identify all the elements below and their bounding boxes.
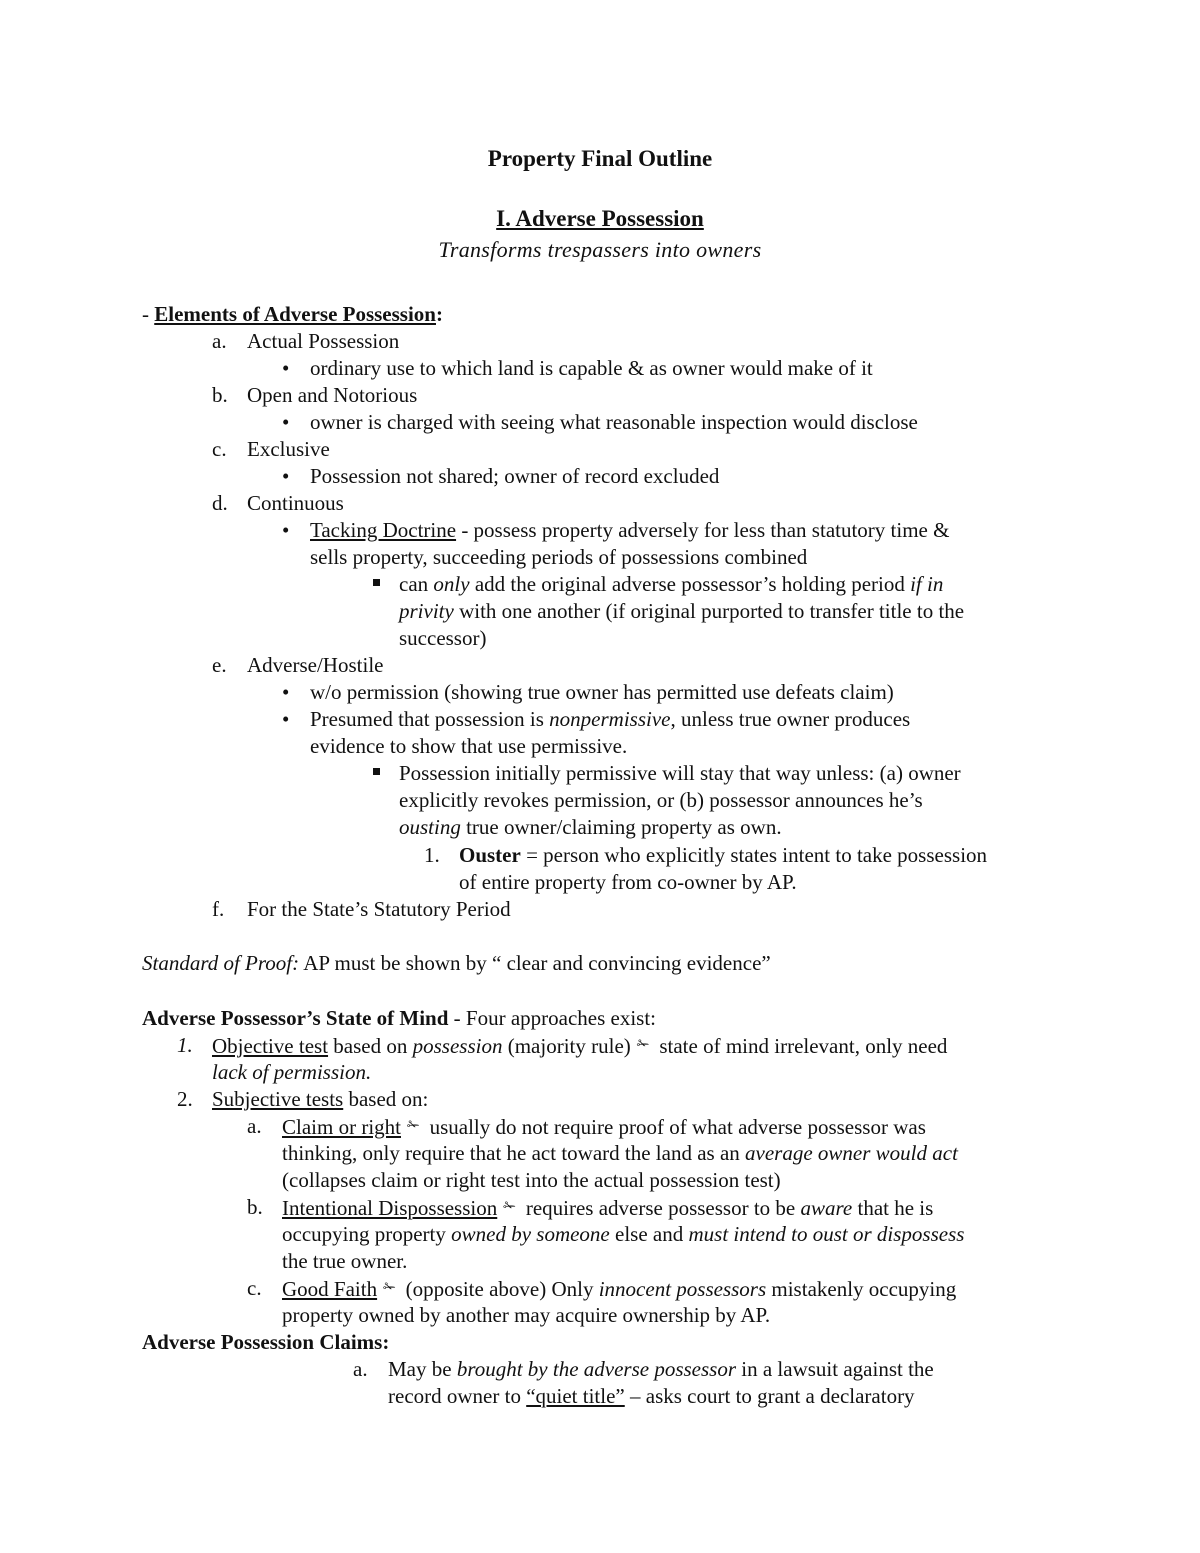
number-1: 1. <box>177 1033 193 1057</box>
section-subtitle: Transforms trespassers into owners <box>438 237 762 262</box>
item-c-label: c. <box>212 437 227 461</box>
item-a-bullet: ordinary use to which land is capable & as owner would make of it <box>310 356 873 380</box>
sub-a-label: a. <box>247 1114 262 1138</box>
bullet-icon: • <box>282 410 290 434</box>
item-e-label: e. <box>212 653 227 677</box>
text: that he is <box>852 1196 934 1220</box>
tacking-sub-line-1 <box>399 571 943 598</box>
arrow-icon: ✁ <box>407 1118 420 1134</box>
subjective-term: Subjective tests <box>212 1087 344 1111</box>
emph: owned by someone <box>451 1222 610 1246</box>
text: , unless true owner produces <box>670 707 911 731</box>
objective-line-2: lack of permission. <box>212 1060 372 1084</box>
text: requires adverse possessor to be <box>525 1196 801 1220</box>
good-faith-term: Good Faith <box>282 1277 378 1301</box>
text: can <box>399 572 434 596</box>
text: May be <box>388 1357 457 1381</box>
text: state of mind irrelevant, only need <box>659 1034 948 1058</box>
emph: innocent possessors <box>598 1277 767 1301</box>
sub-b-label: b. <box>247 1195 263 1219</box>
arrow-icon: ✁ <box>383 1280 396 1296</box>
permissive-line-3 <box>399 814 782 841</box>
number-2: 2. <box>177 1087 193 1111</box>
ouster-term: Ouster <box>459 843 521 867</box>
ouster-number: 1. <box>424 843 440 867</box>
emph: only <box>433 572 470 596</box>
square-bullet-icon <box>373 579 380 586</box>
objective-term: Objective test <box>212 1034 329 1058</box>
bullet-icon: • <box>282 518 290 542</box>
tacking-sub-line-2 <box>399 598 964 625</box>
claims-heading: Adverse Possession Claims: <box>142 1330 390 1354</box>
permissive-line-1: Possession initially permissive will stay that way unless: (a) owner <box>399 761 961 785</box>
arrow-icon: ✁ <box>503 1199 516 1215</box>
text: thinking, only require that he act toward the land as an <box>282 1141 746 1165</box>
claims-a-label: a. <box>353 1357 368 1381</box>
sub-c-label: c. <box>247 1276 262 1300</box>
page-title: Property Final Outline <box>487 146 713 171</box>
item-a-text: Actual Possession <box>247 329 400 353</box>
good-faith-line-1 <box>282 1275 956 1303</box>
bullet-icon: • <box>282 707 290 731</box>
item-e-bullet-2-line-2: evidence to show that use permissive. <box>310 734 628 758</box>
item-c-text: Exclusive <box>247 437 330 461</box>
claims-line-2 <box>388 1383 915 1410</box>
intent-line-2 <box>282 1221 964 1248</box>
item-e-text: Adverse/Hostile <box>247 653 384 677</box>
good-faith-line-2: property owned by another may acquire ownership by AP. <box>282 1303 771 1327</box>
square-bullet-icon <box>373 768 380 775</box>
emph: aware <box>800 1196 853 1220</box>
item-b-text: Open and Notorious <box>247 383 418 407</box>
emph: ousting <box>399 815 461 839</box>
item-e-bullet-2 <box>310 706 910 733</box>
item-e-bullet-1: w/o permission (showing true owner has permitted use defeats claim) <box>310 680 894 704</box>
claim-term: Claim or right <box>282 1115 401 1139</box>
item-d-text: Continuous <box>247 491 344 515</box>
elements-heading-line <box>142 301 443 328</box>
item-a-label: a. <box>212 329 227 353</box>
text: add the original adverse possessor’s holding period <box>469 572 911 596</box>
standard-label: Standard of Proof: <box>142 951 300 975</box>
tacking-line-1 <box>310 517 949 544</box>
text: else and <box>609 1222 689 1246</box>
text: – asks court to grant a declaratory <box>624 1384 915 1408</box>
state-of-mind-heading-line <box>142 1005 656 1032</box>
bullet-icon: • <box>282 464 290 488</box>
ouster-line-2: of entire property from co-owner by AP. <box>459 870 797 894</box>
bullet-icon: • <box>282 356 290 380</box>
emph: average owner would act <box>745 1141 958 1165</box>
text: with one another (if original purported to transfer title to the <box>453 599 965 623</box>
state-of-mind-heading: Adverse Possessor’s State of Mind <box>142 1006 449 1030</box>
emph: must intend to oust or dispossess <box>688 1222 965 1246</box>
arrow-icon: ✁ <box>636 1037 650 1053</box>
emph: if in <box>910 572 944 596</box>
text: record owner to <box>388 1384 527 1408</box>
subjective-line <box>212 1086 428 1113</box>
standard-of-proof <box>142 950 771 977</box>
text: - Four approaches exist: <box>448 1006 657 1030</box>
section-heading: I. Adverse Possession <box>496 206 704 231</box>
colon: : <box>436 302 443 326</box>
tacking-term: Tacking Doctrine <box>310 518 457 542</box>
text: true owner/claiming property as own. <box>460 815 782 839</box>
text: based on: <box>343 1087 429 1111</box>
claim-line-3: (collapses claim or right test into the actual possession test) <box>282 1168 781 1192</box>
objective-line-1 <box>212 1032 947 1060</box>
text: (opposite above) Only <box>405 1277 599 1301</box>
elements-heading: Elements of Adverse Possession <box>154 302 436 326</box>
claim-line-1 <box>282 1113 926 1141</box>
claims-line-1 <box>388 1356 934 1383</box>
emph: nonpermissive <box>549 707 671 731</box>
tacking-text: - possess property adversely for less than statutory time & <box>456 518 950 542</box>
dash: - <box>142 302 149 326</box>
intent-line-1 <box>282 1194 933 1222</box>
text: = person who explicitly states intent to take possession <box>520 843 988 867</box>
intent-line-3: the true owner. <box>282 1249 408 1273</box>
text: mistakenly occupying <box>766 1277 957 1301</box>
bullet-icon: • <box>282 680 290 704</box>
item-f-label: f. <box>212 897 225 921</box>
item-f-text: For the State’s Statutory Period <box>247 897 511 921</box>
tacking-line-2: sells property, succeeding periods of possessions combined <box>310 545 808 569</box>
text: (majority rule) <box>502 1034 631 1058</box>
permissive-line-2: explicitly revokes permission, or (b) possessor announces he’s <box>399 788 923 812</box>
tacking-sub-line-3: successor) <box>399 626 487 650</box>
standard-text: AP must be shown by “ clear and convincing evidence” <box>299 951 771 975</box>
item-c-bullet: Possession not shared; owner of record excluded <box>310 464 720 488</box>
claim-line-2 <box>282 1140 958 1167</box>
text: usually do not require proof of what adverse possessor was <box>429 1115 926 1139</box>
emph: brought by the adverse possessor <box>456 1357 737 1381</box>
item-b-label: b. <box>212 383 228 407</box>
item-d-label: d. <box>212 491 228 515</box>
intent-term: Intentional Dispossession <box>282 1196 498 1220</box>
text: occupying property <box>282 1222 452 1246</box>
quiet-title: “quiet title” <box>526 1384 625 1408</box>
text: based on <box>328 1034 413 1058</box>
ouster-line-1 <box>459 842 987 869</box>
text: in a lawsuit against the <box>736 1357 934 1381</box>
emph: possession <box>412 1034 503 1058</box>
item-b-bullet: owner is charged with seeing what reasonable inspection would disclose <box>310 410 918 434</box>
emph: privity <box>399 599 454 623</box>
text: Presumed that possession is <box>310 707 550 731</box>
